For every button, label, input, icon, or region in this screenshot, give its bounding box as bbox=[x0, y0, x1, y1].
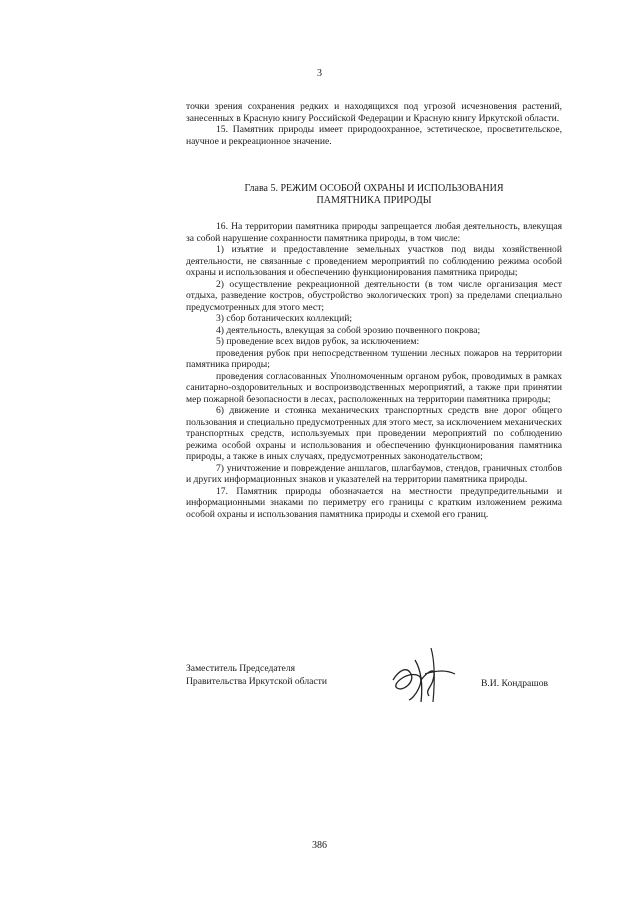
section-16-item-1: 1) изъятие и предоставление земельных участков под виды хозяйственной деятельности, не связанные с проведением мероприятий по соблюдению режима особой охраны и использования и обеспечению функционирования памятника природы; bbox=[186, 244, 562, 278]
section-16-item-3: 3) сбор ботанических коллекций; bbox=[216, 313, 353, 324]
item-15: 15. Памятник природы имеет природоохранное, эстетическое, просветительское, научное и рекреационное значение. bbox=[186, 124, 562, 147]
section-16-item-4: 4) деятельность, влекущая за собой эрозию почвенного покрова; bbox=[216, 324, 481, 336]
chapter-heading bbox=[186, 183, 562, 207]
chapter-heading-line2: ПАМЯТНИКА ПРИРОДЫ bbox=[316, 195, 432, 206]
intro-text bbox=[186, 101, 562, 147]
section-16-item-2: 2) осуществление рекреационной деятельности (в том числе организация мест отдыха, разведение костров, обустройство экологических троп) за пределами специально предусмотренных для этого мест; bbox=[186, 278, 562, 313]
signatory-title-line2: Правительства Иркутской области bbox=[186, 676, 327, 687]
signatory-title bbox=[186, 662, 327, 688]
chapter-heading-line1: Глава 5. РЕЖИМ ОСОБОЙ ОХРАНЫ И ИСПОЛЬЗОВАНИЯ bbox=[244, 183, 504, 194]
section-16-lead: 16. На территории памятника природы запрещается любая деятельность, влекущая за собой нарушение сохранности памятника природы, в том числе: bbox=[186, 221, 562, 244]
signatory-name: В.И. Кондрашов bbox=[481, 678, 549, 689]
intro-paragraph: точки зрения сохранения редких и находящихся под угрозой исчезновения растений, занесенных в Красную книгу Российской Федерации и Красную книгу Иркутской области. bbox=[186, 101, 562, 124]
section-16 bbox=[186, 221, 562, 520]
section-17: 17. Памятник природы обозначается на местности предупредительными и информационными знаками по периметру его границы с кратким изложением режима особой охраны и использования памятника природы и схемой его границ. bbox=[186, 485, 562, 520]
section-16-item-7: 7) уничтожение и повреждение аншлагов, шлагбаумов, стендов, граничных столбов и других информационных знаков и указателей на территории памятника природы. bbox=[186, 462, 562, 485]
signatory-title-line1: Заместитель Председателя bbox=[186, 663, 296, 674]
handwritten-signature bbox=[385, 640, 465, 710]
page-number-bottom: 386 bbox=[312, 840, 327, 851]
section-16-item-5: 5) проведение всех видов рубок, за исключением: bbox=[216, 336, 420, 347]
section-16-item-6: 6) движение и стоянка механических транспортных средств вне дорог общего пользования и специально предусмотренных для этого мест, за исключением механических транспортных средств, используемых при проведении мероприятий по соблюдению режима особой охраны и использования и обеспечению функционирования памятника природы, а также в иных случаях, предусмотренных законодательством; bbox=[186, 405, 562, 462]
section-16-item-5b: проведения согласованных Уполномоченным органом рубок, проводимых в рамках санитарно-оздоровительных и воспроизводственных мероприятий, а также при принятии мер пожарной безопасности в лесах, расположенных на территории памятника природы; bbox=[186, 370, 562, 405]
section-16-item-5a: проведения рубок при непосредственном тушении лесных пожаров на территории памятника природы; bbox=[186, 347, 562, 370]
page-number-top: 3 bbox=[317, 68, 322, 79]
